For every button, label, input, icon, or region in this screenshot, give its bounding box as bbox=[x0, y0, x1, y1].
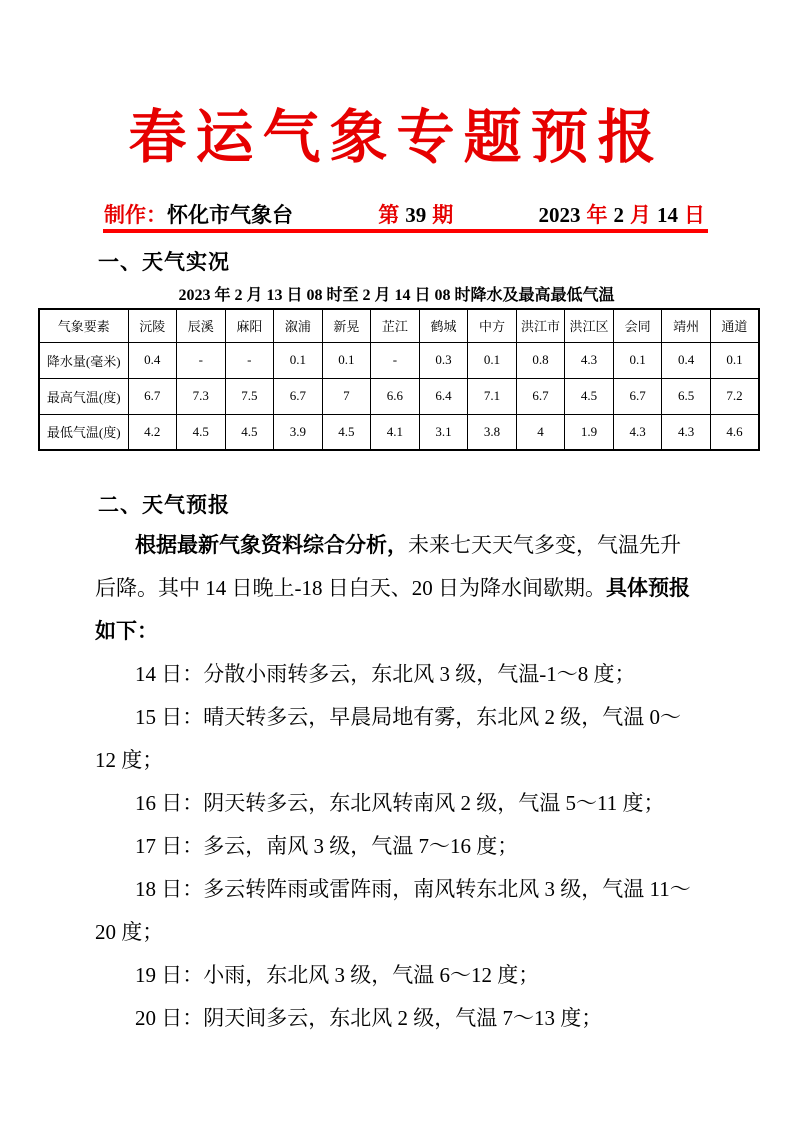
station-header-cell: 靖州 bbox=[662, 309, 711, 342]
value-cell: 3.1 bbox=[419, 414, 468, 450]
value-cell: 7.1 bbox=[468, 378, 517, 414]
value-cell: 0.1 bbox=[274, 342, 323, 378]
value-cell: 0.1 bbox=[468, 342, 517, 378]
row-label-cell: 最高气温(度) bbox=[39, 378, 128, 414]
table-row bbox=[39, 414, 759, 450]
forecast-line: 18 日：多云转阵雨或雷阵雨，南风转东北风 3 级，气温 11～ bbox=[135, 877, 691, 901]
issue-number bbox=[378, 199, 453, 229]
date-year: 2023 bbox=[538, 203, 581, 227]
document-title: 春运气象专题预报 bbox=[128, 105, 665, 170]
daily-forecast-lines bbox=[95, 653, 735, 1040]
table-row bbox=[39, 342, 759, 378]
table-title: 2023 年 2 月 13 日 08 时至 2 月 14 日 08 时降水及最高最低气温 bbox=[178, 287, 615, 304]
row-label-cell: 降水量(毫米) bbox=[39, 342, 128, 378]
value-cell: 6.5 bbox=[662, 378, 711, 414]
value-cell: 4.5 bbox=[322, 414, 371, 450]
producer-label: 制作： bbox=[104, 203, 167, 227]
issue-value: 39 bbox=[405, 203, 427, 227]
value-cell: 7.2 bbox=[710, 378, 759, 414]
value-cell: 4 bbox=[516, 414, 565, 450]
value-cell: 4.3 bbox=[565, 342, 614, 378]
value-cell: 4.2 bbox=[128, 414, 177, 450]
forecast-line: 17 日：多云，南风 3 级，气温 7～16 度； bbox=[135, 834, 519, 858]
value-cell: 0.1 bbox=[613, 342, 662, 378]
station-header-cell: 芷江 bbox=[371, 309, 420, 342]
text-segment: 后降。其中 14 日晚上-18 日白天、20 日为降水间歇期。 bbox=[95, 576, 606, 600]
issue-suffix: 期 bbox=[432, 203, 454, 227]
producer bbox=[104, 199, 293, 229]
station-header-cell: 溆浦 bbox=[274, 309, 323, 342]
date-day-unit: 日 bbox=[684, 203, 705, 227]
date-year-unit: 年 bbox=[586, 203, 608, 227]
text-segment: 如下： bbox=[95, 619, 158, 643]
value-cell: 4.5 bbox=[565, 378, 614, 414]
value-cell: - bbox=[177, 342, 226, 378]
forecast-line: 14 日：分散小雨转多云，东北风 3 级，气温-1～8 度； bbox=[135, 662, 636, 686]
paragraph-line bbox=[95, 524, 735, 567]
value-cell: 1.9 bbox=[565, 414, 614, 450]
forecast-line: 15 日：晴天转多云，早晨局地有雾，东北风 2 级，气温 0～ bbox=[135, 705, 681, 729]
station-header-cell: 通道 bbox=[710, 309, 759, 342]
text-segment: 根据最新气象资料综合分析， bbox=[135, 533, 408, 557]
value-cell: 4.6 bbox=[710, 414, 759, 450]
red-divider-line bbox=[103, 229, 708, 233]
text-segment: 具体预报 bbox=[606, 576, 690, 600]
forecast-body bbox=[95, 524, 735, 1040]
station-header-cell: 洪江市 bbox=[516, 309, 565, 342]
station-header-cell: 新晃 bbox=[322, 309, 371, 342]
document-meta-row bbox=[104, 199, 705, 229]
station-header-cell: 会同 bbox=[613, 309, 662, 342]
value-cell: 4.5 bbox=[177, 414, 226, 450]
value-cell: 0.8 bbox=[516, 342, 565, 378]
station-header-cell: 沅陵 bbox=[128, 309, 177, 342]
forecast-intro bbox=[95, 524, 735, 653]
forecast-line: 16 日：阴天转多云，东北风转南风 2 级，气温 5～11 度； bbox=[135, 791, 665, 815]
table-row bbox=[39, 378, 759, 414]
weather-table-body bbox=[39, 342, 759, 450]
date-month: 2 bbox=[613, 203, 624, 227]
producer-name: 怀化市气象台 bbox=[167, 203, 293, 227]
weather-table-header-row bbox=[39, 309, 759, 342]
value-cell: 6.7 bbox=[516, 378, 565, 414]
station-header-cell: 鹤城 bbox=[419, 309, 468, 342]
value-cell: 0.1 bbox=[322, 342, 371, 378]
text-segment: 未来七天天气多变，气温先升 bbox=[408, 533, 681, 557]
value-cell: 0.1 bbox=[710, 342, 759, 378]
value-cell: - bbox=[225, 342, 274, 378]
section1-heading: 一、天气实况 bbox=[98, 250, 230, 274]
weather-table bbox=[38, 308, 760, 451]
value-cell: - bbox=[371, 342, 420, 378]
paragraph-line bbox=[95, 567, 735, 610]
value-cell: 4.3 bbox=[613, 414, 662, 450]
issue-date bbox=[539, 199, 706, 229]
value-cell: 0.3 bbox=[419, 342, 468, 378]
station-header-cell: 辰溪 bbox=[177, 309, 226, 342]
station-header-cell: 麻阳 bbox=[225, 309, 274, 342]
forecast-line: 20 度； bbox=[95, 920, 164, 944]
value-cell: 6.7 bbox=[128, 378, 177, 414]
value-cell: 0.4 bbox=[662, 342, 711, 378]
date-day: 14 bbox=[657, 203, 678, 227]
value-cell: 6.7 bbox=[613, 378, 662, 414]
value-cell: 6.4 bbox=[419, 378, 468, 414]
section2-heading: 二、天气预报 bbox=[98, 493, 230, 517]
element-header-cell: 气象要素 bbox=[39, 309, 128, 342]
value-cell: 7.5 bbox=[225, 378, 274, 414]
station-header-cell: 中方 bbox=[468, 309, 517, 342]
value-cell: 6.7 bbox=[274, 378, 323, 414]
paragraph-line bbox=[95, 610, 735, 653]
date-month-unit: 月 bbox=[630, 203, 651, 227]
value-cell: 4.5 bbox=[225, 414, 274, 450]
value-cell: 7.3 bbox=[177, 378, 226, 414]
value-cell: 7 bbox=[322, 378, 371, 414]
value-cell: 0.4 bbox=[128, 342, 177, 378]
value-cell: 3.9 bbox=[274, 414, 323, 450]
value-cell: 6.6 bbox=[371, 378, 420, 414]
forecast-line: 12 度； bbox=[95, 748, 164, 772]
station-header-cell: 洪江区 bbox=[565, 309, 614, 342]
value-cell: 3.8 bbox=[468, 414, 517, 450]
value-cell: 4.3 bbox=[662, 414, 711, 450]
forecast-line: 19 日：小雨，东北风 3 级，气温 6～12 度； bbox=[135, 963, 540, 987]
issue-prefix: 第 bbox=[378, 203, 400, 227]
row-label-cell: 最低气温(度) bbox=[39, 414, 128, 450]
forecast-line: 20 日：阴天间多云，东北风 2 级，气温 7～13 度； bbox=[135, 1006, 603, 1030]
value-cell: 4.1 bbox=[371, 414, 420, 450]
